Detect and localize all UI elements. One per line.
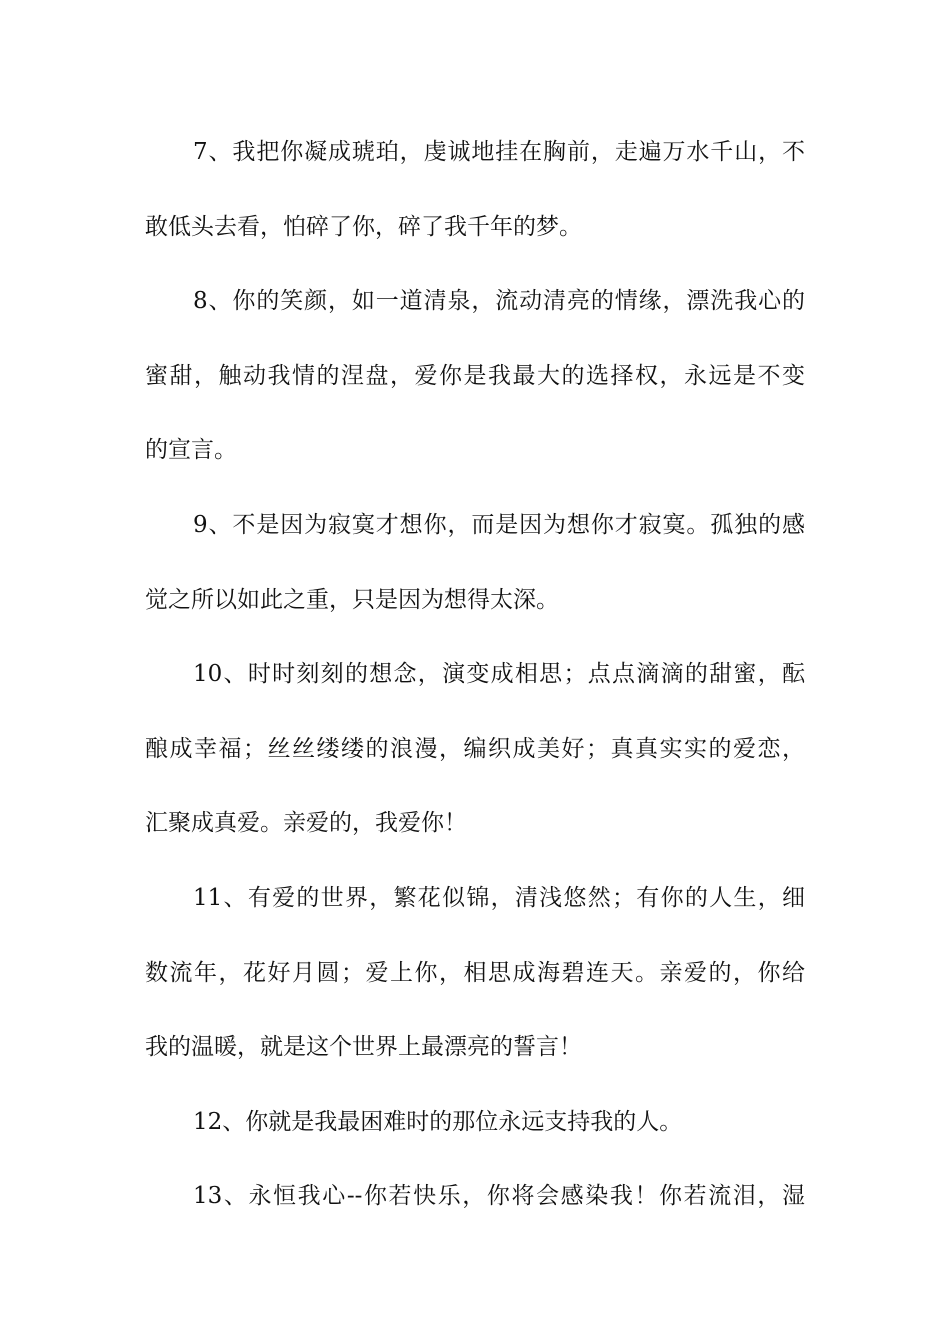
paragraph-line: 10、时时刻刻的想念，演变成相思；点点滴滴的甜蜜，酝 [193, 661, 805, 688]
paragraph-13 [145, 1159, 805, 1234]
paragraph-line: 13、永恒我心--你若快乐，你将会感染我！你若流泪，湿 [193, 1183, 805, 1210]
paragraph-line: 觉之所以如此之重，只是因为想得太深。 [145, 586, 559, 613]
paragraph-line: 9、不是因为寂寞才想你，而是因为想你才寂寞。孤独的感 [193, 511, 805, 538]
paragraph-line: 的宣言。 [145, 437, 237, 464]
paragraph-11 [145, 861, 805, 1085]
paragraph-7 [145, 115, 805, 264]
paragraph-line: 11、有爱的世界，繁花似锦，清浅悠然；有你的人生，细 [193, 884, 805, 911]
paragraph-line: 数流年，花好月圆；爱上你，相思成海碧连天。亲爱的，你给 [145, 959, 805, 986]
paragraph-8 [145, 264, 805, 488]
paragraph-10 [145, 637, 805, 861]
paragraph-9 [145, 488, 805, 637]
paragraph-line: 蜜甜，触动我情的涅盘，爱你是我最大的选择权，永远是不变 [145, 362, 805, 389]
paragraph-line: 7、我把你凝成琥珀，虔诚地挂在胸前，走遍万水千山，不 [193, 139, 805, 165]
paragraph-line: 敢低头去看，怕碎了你，碎了我千年的梦。 [145, 213, 582, 240]
document-body [145, 115, 805, 1234]
paragraph-line: 汇聚成真爱。亲爱的，我爱你！ [145, 810, 467, 837]
paragraph-line: 12、你就是我最困难时的那位永远支持我的人。 [193, 1108, 683, 1135]
paragraph-12 [145, 1085, 805, 1160]
paragraph-line: 8、你的笑颜，如一道清泉，流动清亮的情缘，漂洗我心的 [193, 288, 805, 315]
paragraph-line: 酿成幸福；丝丝缕缕的浪漫，编织成美好；真真实实的爱恋， [145, 735, 805, 762]
paragraph-line: 我的温暖，就是这个世界上最漂亮的誓言！ [145, 1034, 582, 1061]
